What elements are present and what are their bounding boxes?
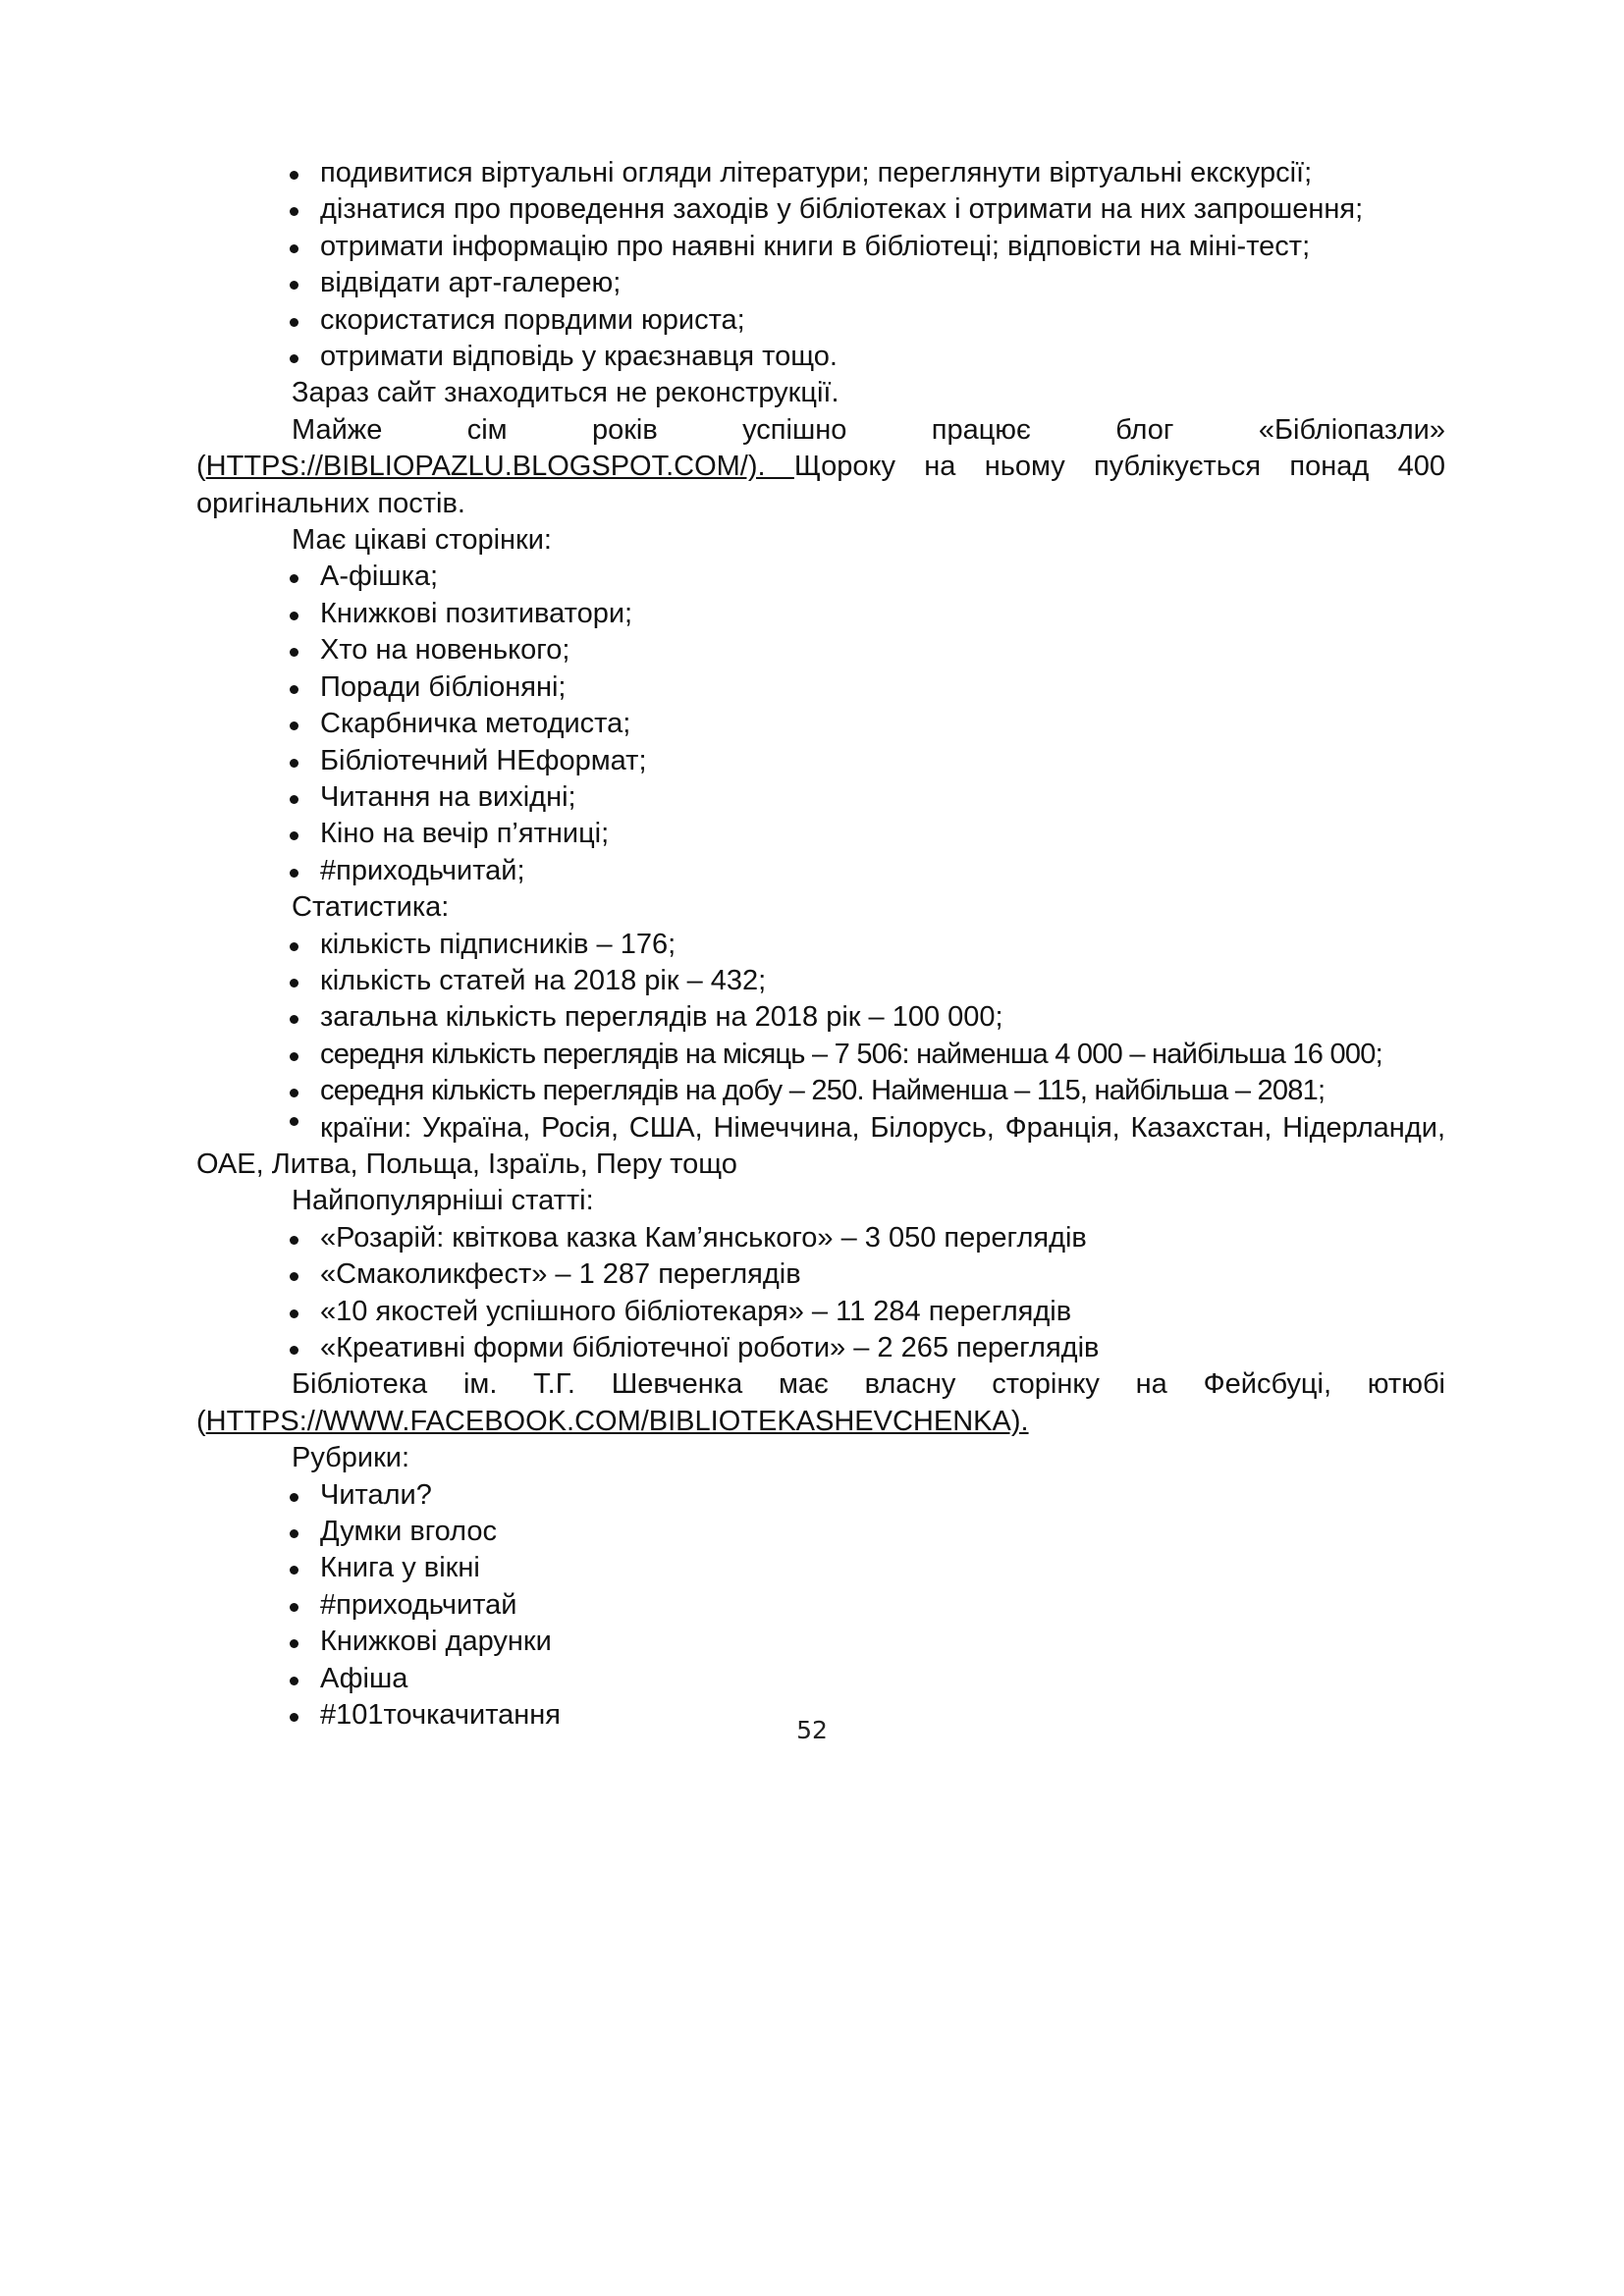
countries-list-item (196, 1110, 1445, 1184)
blog-tail-text: Щороку на ньому публікується понад 400 оригінальних постів. (196, 451, 1445, 519)
reconstruction-paragraph: Зараз сайт знаходиться не реконструкції. (292, 377, 839, 409)
list-item: Хто на новенького; (287, 632, 1445, 668)
list-item: кількість статей на 2018 рік – 432; (287, 963, 1445, 999)
services-list (196, 155, 1445, 375)
rubrics-list (196, 1477, 1445, 1735)
list-item: Читали? (287, 1477, 1445, 1514)
list-item: середня кількість переглядів на місяць – 7 506: найменша 4 000 – найбільша 16 000; (287, 1037, 1445, 1073)
list-item: Читання на вихідні; (287, 779, 1445, 816)
list-item: #приходьчитай; (287, 853, 1445, 889)
popular-heading: Найпопулярніші статті: (292, 1185, 594, 1217)
facebook-link[interactable]: HTTPS://WWW.FACEBOOK.COM/BIBLIOTEKASHEVCHENKA). (205, 1405, 1029, 1437)
list-item: #101точкачитання (287, 1697, 1445, 1734)
pages-list (196, 559, 1445, 889)
list-item: середня кількість переглядів на добу – 250. Найменша – 115, найбільша – 2081; (287, 1073, 1445, 1109)
list-item: Скарбничка методиста; (287, 706, 1445, 742)
list-item: подивитися віртуальні огляди літератури; переглянути віртуальні екскурсії; (287, 155, 1445, 191)
rubrics-heading: Рубрики: (292, 1442, 410, 1474)
list-item: скористатися порвдими юриста; (287, 302, 1445, 339)
list-item: дізнатися про проведення заходів у бібліотеках і отримати на них запрошення; (287, 191, 1445, 228)
list-item: Бібліотечний НЕформат; (287, 743, 1445, 779)
list-item: Думки вголос (287, 1514, 1445, 1550)
stats-list (196, 927, 1445, 1110)
page-number: 52 (796, 1716, 828, 1744)
list-item: Книжкові дарунки (287, 1624, 1445, 1660)
list-item: загальна кількість переглядів на 2018 рік – 100 000; (287, 999, 1445, 1036)
popular-list (196, 1220, 1445, 1367)
list-item: «Смаколикфест» – 1 287 переглядів (287, 1256, 1445, 1293)
list-item: Кіно на вечір п’ятниці; (287, 816, 1445, 852)
list-item: «Креативні форми бібліотечної роботи» – 2 265 переглядів (287, 1330, 1445, 1366)
document-page (196, 155, 1445, 1734)
list-item: отримати інформацію про наявні книги в бібліотеці; відповісти на міні-тест; (287, 229, 1445, 265)
list-item: «10 якостей успішного бібліотекаря» – 11 284 переглядів (287, 1294, 1445, 1330)
list-item: Поради бібліоняні; (287, 669, 1445, 706)
blog-link[interactable]: HTTPS://BIBLIOPAZLU.BLOGSPOT.COM/). (205, 451, 794, 483)
list-item: Книга у вікні (287, 1550, 1445, 1586)
stats-heading: Статистика: (292, 891, 450, 924)
list-item: отримати відповідь у краєзнавця тощо. (287, 339, 1445, 375)
countries-text: країни: Україна, Росія, США, Німеччина, Білорусь, Франція, Казахстан, Нідерланди, ОАЕ, Литва, Польща, Ізраїль, Перу тощо (196, 1111, 1445, 1180)
facebook-paragraph (196, 1366, 1445, 1440)
list-item: Афіша (287, 1661, 1445, 1697)
pages-heading: Має цікаві сторінки: (292, 524, 552, 557)
blog-lead-text: Майже сім років успішно працює блог «Бібліопазли» ( (196, 413, 1445, 483)
list-item: відвідати арт-галерею; (287, 265, 1445, 301)
list-item: кількість підписників – 176; (287, 927, 1445, 963)
list-item: «Розарій: квіткова казка Кам’янського» – 3 050 переглядів (287, 1220, 1445, 1256)
list-item: Книжкові позитиватори; (287, 596, 1445, 632)
list-item: #приходьчитай (287, 1587, 1445, 1624)
blog-paragraph (196, 412, 1445, 522)
facebook-lead-text: Бібліотека ім. Т.Г. Шевченка має власну сторінку на Фейсбуці, ютюбі ( (196, 1368, 1445, 1437)
list-item: А-фішка; (287, 559, 1445, 595)
